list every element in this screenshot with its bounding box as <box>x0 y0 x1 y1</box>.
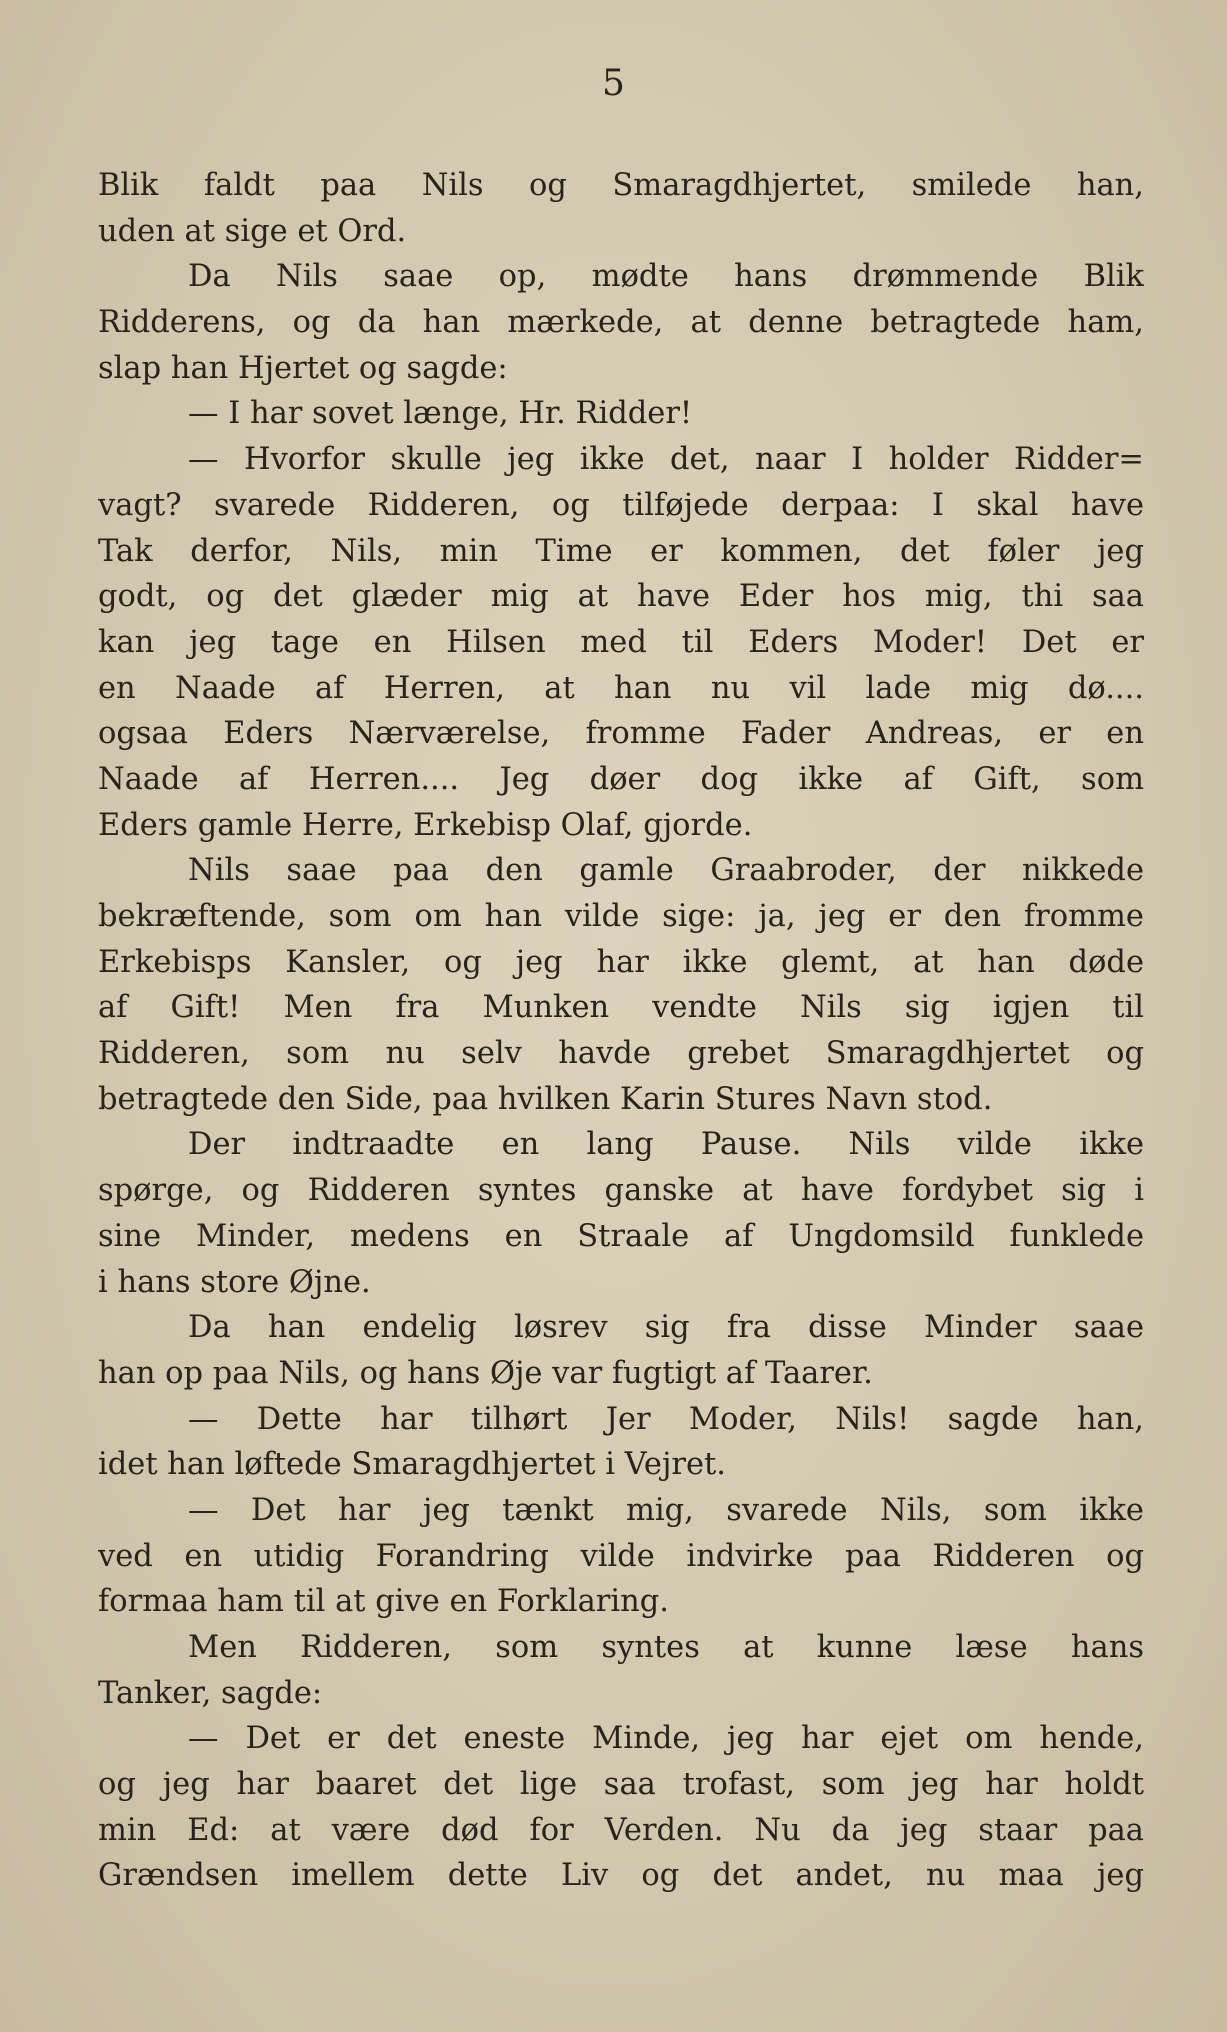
text-line: Eders gamle Herre, Erkebisp Olaf, gjorde. <box>98 807 753 843</box>
text-line: Naade af Herren.... Jeg døer dog ikke af Gift, som <box>98 761 1144 797</box>
text-line: — Dette har tilhørt Jer Moder, Nils! sagde han, <box>188 1401 1144 1437</box>
text-line: godt, og det glæder mig at have Eder hos mig, thi saa <box>98 579 1144 615</box>
text-line: Erkebisps Kansler, og jeg har ikke glemt, at han døde <box>98 944 1144 980</box>
text-line: idet han løftede Smaragdhjertet i Vejret. <box>98 1447 726 1483</box>
text-line: i hans store Øjne. <box>98 1264 371 1300</box>
text-line: Ridderens, og da han mærkede, at denne betragtede ham, <box>98 305 1144 341</box>
text-line: — I har sovet længe, Hr. Ridder! <box>188 396 693 432</box>
text-line: betragtede den Side, paa hvilken Karin Stures Navn stod. <box>98 1081 993 1117</box>
text-line: Nils saae paa den gamle Graabroder, der nikkede <box>188 853 1144 889</box>
text-line: sine Minder, medens en Straale af Ungdomsild funklede <box>98 1218 1144 1254</box>
text-line: ved en utidig Forandring vilde indvirke paa Ridderen og <box>98 1538 1144 1574</box>
text-line: Grændsen imellem dette Liv og det andet, nu maa jeg <box>98 1858 1144 1894</box>
text-line: Der indtraadte en lang Pause. Nils vilde ikke <box>188 1127 1144 1163</box>
text-line: Men Ridderen, som syntes at kunne læse hans <box>188 1630 1144 1665</box>
text-line: Da Nils saae op, mødte hans drømmende Blik <box>188 259 1144 295</box>
text-line: — Hvorfor skulle jeg ikke det, naar I holder Ridder= <box>188 442 1144 478</box>
text-line: Da han endelig løsrev sig fra disse Minder saae <box>188 1310 1144 1346</box>
text-line: han op paa Nils, og hans Øje var fugtigt af Taarer. <box>98 1355 873 1391</box>
text-line: formaa ham til at give en Forklaring. <box>98 1584 669 1620</box>
text-line: Ridderen, som nu selv havde grebet Smaragdhjertet og <box>98 1036 1144 1072</box>
text-line: Tak derfor, Nils, min Time er kommen, det føler jeg <box>98 533 1144 569</box>
text-line: — Det har jeg tænkt mig, svarede Nils, som ikke <box>188 1492 1144 1528</box>
page-number: 5 <box>602 63 625 104</box>
text-line: af Gift! Men fra Munken vendte Nils sig igjen til <box>98 990 1144 1026</box>
text-line: Blik faldt paa Nils og Smaragdhjertet, smilede han, <box>98 168 1144 203</box>
text-line: en Naade af Herren, at han nu vil lade mig dø.... <box>98 670 1144 706</box>
text-line: bekræftende, som om han vilde sige: ja, jeg er den fromme <box>98 899 1144 934</box>
text-line: uden at sige et Ord. <box>98 213 407 249</box>
text-line: Tanker, sagde: <box>98 1675 323 1711</box>
text-line: ogsaa Eders Nærværelse, fromme Fader Andreas, er en <box>98 716 1144 752</box>
text-line: kan jeg tage en Hilsen med til Eders Moder! Det er <box>98 624 1144 660</box>
text-line: spørge, og Ridderen syntes ganske at have fordybet sig i <box>98 1173 1144 1209</box>
text-line: vagt? svarede Ridderen, og tilføjede derpaa: I skal have <box>98 487 1144 523</box>
text-line: min Ed: at være død for Verden. Nu da jeg staar paa <box>98 1812 1144 1848</box>
text-line: — Det er det eneste Minde, jeg har ejet om hende, <box>188 1721 1144 1757</box>
text-line: og jeg har baaret det lige saa trofast, som jeg har holdt <box>98 1767 1144 1803</box>
text-line: slap han Hjertet og sagde: <box>98 350 508 386</box>
body-text <box>98 163 1144 1899</box>
